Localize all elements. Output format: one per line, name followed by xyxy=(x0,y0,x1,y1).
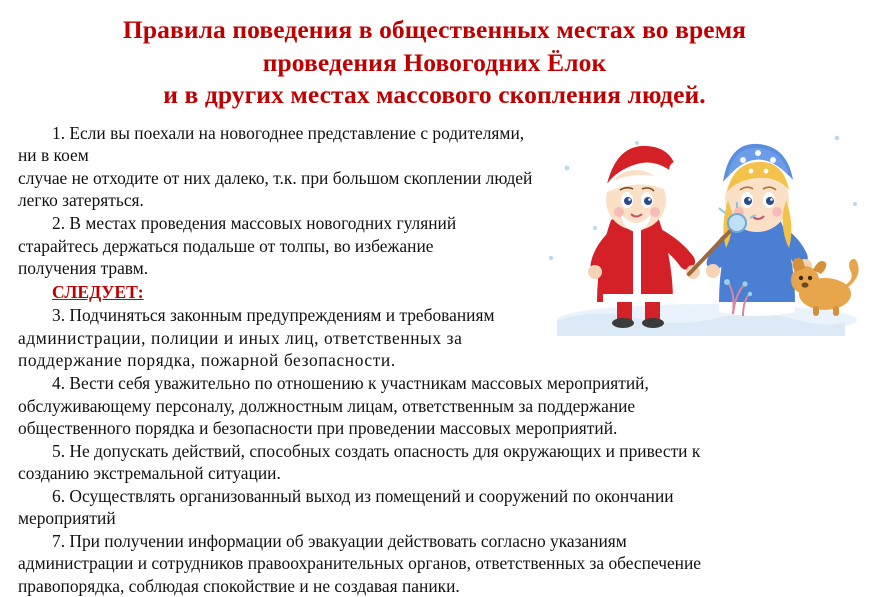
paragraph-3-line-2: администрации, полиции и иных лиц, ответственных за xyxy=(18,327,463,348)
paragraph-5 xyxy=(18,440,851,463)
title-line-3: и в других местах массового скопления людей. xyxy=(163,80,706,110)
paragraph-7-line-1: 7. При получении информации об эвакуации действовать согласно указаниям xyxy=(52,530,627,551)
paragraph-4-line-2: обслуживающему персоналу, должностным лицам, ответственным за поддержание xyxy=(18,395,636,416)
body-text xyxy=(18,122,851,597)
paragraph-7 xyxy=(18,530,851,553)
paragraph-6-line-1: 6. Осуществлять организованный выход из помещений и сооружений по окончании xyxy=(52,485,674,506)
page-title xyxy=(18,14,851,112)
paragraph-3-line-1: 3. Подчиняться законным предупреждениям и требованиям xyxy=(52,305,495,326)
paragraph-5-cont xyxy=(18,462,851,485)
paragraph-6 xyxy=(18,485,851,508)
paragraph-2 xyxy=(18,212,538,235)
paragraph-1-line-3: легко затеряться. xyxy=(18,190,144,211)
paragraph-2-line-2: старайтесь держаться подальше от толпы, во избежание xyxy=(18,235,434,256)
paragraph-7-line-3: правопорядка, соблюдая спокойствие и не создавая паники. xyxy=(18,575,460,596)
paragraph-5-line-2: созданию экстремальной ситуации. xyxy=(18,463,281,484)
paragraph-3-cont xyxy=(18,327,538,372)
paragraph-1-cont xyxy=(18,167,538,212)
paragraph-7-line-2: администрации и сотрудников правоохранительных органов, ответственных за обеспечение xyxy=(18,553,702,574)
paragraph-2-line-1: 2. В местах проведения массовых новогодних гуляний xyxy=(52,213,457,233)
paragraph-4-cont xyxy=(18,395,851,440)
paragraph-3-line-3: поддержание порядка, пожарной безопасности. xyxy=(18,350,396,371)
paragraph-6-line-2: мероприятий xyxy=(18,508,116,529)
paragraph-1 xyxy=(18,122,538,167)
paragraph-7-cont xyxy=(18,552,851,597)
paragraph-3 xyxy=(18,304,538,327)
paragraph-4 xyxy=(18,372,851,395)
paragraph-1-line-1: 1. Если вы поехали на новогоднее представление с родителями, ни в коем xyxy=(18,122,525,166)
section-heading-wrap xyxy=(18,281,851,304)
paragraph-5-line-1: 5. Не допускать действий, способных создать опасность для окружающих и привести к xyxy=(52,440,701,461)
paragraph-1-line-2: случае не отходите от них далеко, т.к. при большом скоплении людей xyxy=(18,167,533,188)
section-heading-sleduet: СЛЕДУЕТ: xyxy=(52,281,144,302)
title-line-1: Правила поведения в общественных местах во время xyxy=(122,15,747,44)
paragraph-4-line-3: общественного порядка и безопасности при проведении массовых мероприятий. xyxy=(18,418,618,439)
paragraph-2-cont xyxy=(18,235,538,280)
paragraph-6-cont xyxy=(18,507,851,530)
title-line-2: проведения Новогодних Ёлок xyxy=(262,47,607,77)
paragraph-4-line-1: 4. Вести себя уважительно по отношению к участникам массовых мероприятий, xyxy=(52,372,649,393)
paragraph-2-line-3: получения травм. xyxy=(18,258,149,279)
